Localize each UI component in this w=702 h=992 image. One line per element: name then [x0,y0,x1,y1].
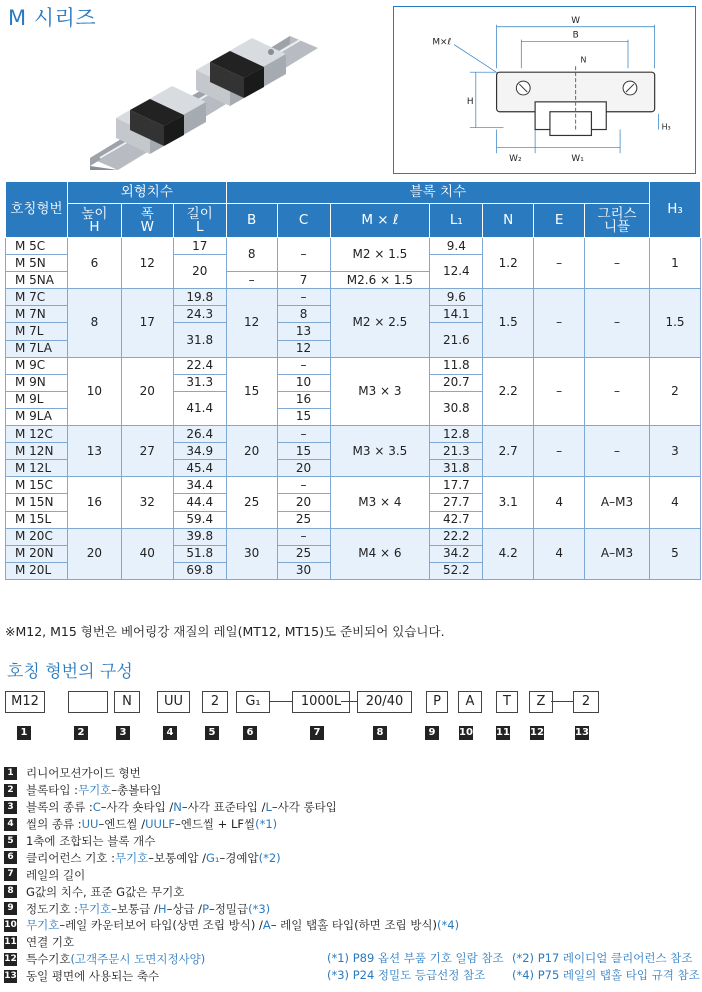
table-cell: 45.4 [173,460,226,477]
legend-text: 씰의 종류 : [26,817,82,832]
legend-number: 5 [4,835,17,848]
table-cell: M3 × 3 [330,357,430,425]
code-number-5: 5 [205,726,219,740]
table-cell: 34.9 [173,443,226,460]
table-cell: – [277,426,330,443]
table-cell: 51.8 [173,545,226,562]
table-cell: – [585,289,650,357]
code-dash [341,701,357,702]
product-image [86,30,322,170]
header-n: N [483,204,534,238]
legend-text: (*2) [258,850,281,865]
table-cell: 8 [226,238,277,272]
table-cell: 32 [121,477,173,528]
code-box-4: UU [157,691,190,713]
footnote: ※M12, M15 형번은 베어링강 재질의 레일(MT12, MT15)도 준비되어 있습니다. [5,624,445,639]
table-cell: M 12C [6,426,68,443]
legend-item [4,799,459,816]
table-cell: 8 [277,306,330,323]
header-length: 길이 L [173,204,226,238]
legend-number: 2 [4,784,17,797]
table-cell: M 20N [6,545,68,562]
table-cell: – [277,289,330,306]
table-cell: 20 [277,494,330,511]
legend-text: –엔드씰 / [98,817,146,832]
table-cell: 2.2 [483,357,534,425]
table-cell: – [277,357,330,374]
table-cell: M3 × 3.5 [330,426,430,477]
table-cell: M2 × 1.5 [330,238,430,272]
table-cell: A–M3 [585,528,650,579]
table-cell: 12.8 [430,426,483,443]
table-cell: 4 [649,477,700,528]
table-cell: 20 [277,460,330,477]
legend-item [4,866,459,883]
legend-text: UU [81,817,99,832]
code-number-2: 2 [74,726,88,740]
table-cell: 26.4 [173,426,226,443]
table-cell: M4 × 6 [330,528,430,579]
page-title: M 시리즈 [8,6,97,30]
table-cell: 20 [173,255,226,289]
table-cell: 4 [534,477,585,528]
header-c: C [277,204,330,238]
block-front [116,86,206,154]
header-block: 블록 치수 [226,182,649,204]
legend-text: A [262,918,271,933]
table-cell: 31.3 [173,374,226,391]
legend-text: 무기호 [26,918,60,933]
table-row [6,289,701,306]
table-cell: 30 [226,528,277,579]
table-cell: 10 [67,357,121,425]
table-cell: 16 [67,477,121,528]
code-number-4: 4 [163,726,177,740]
dim-w2-label: W₂ [509,154,522,165]
code-box-8: 20/40 [357,691,412,713]
table-cell: – [534,426,585,477]
legend-item [4,900,459,917]
table-cell: 3.1 [483,477,534,528]
header-b: B [226,204,277,238]
table-cell: 10 [277,374,330,391]
legend-number: 13 [4,970,17,981]
table-cell: 9.4 [430,238,483,255]
legend-item [4,765,459,782]
dim-mxl-label: M×ℓ [432,37,452,48]
table-cell: 34.2 [430,545,483,562]
legend-text: 블록의 종류 : [26,800,93,815]
table-cell: 1.5 [649,289,700,357]
table-cell: 9.6 [430,289,483,306]
legend-number: 1 [4,767,17,780]
dim-w1-label: W₁ [571,154,584,165]
legend-text: – 레일 탭홀 타입(하면 조립 방식) [270,918,438,933]
table-cell: 15 [277,408,330,425]
table-cell: 25 [277,511,330,528]
code-box-3: N [114,691,140,713]
header-model: 호칭형번 [6,182,68,238]
table-cell: M 7LA [6,340,68,357]
legend-text: 1축에 조합되는 블록 개수 [26,834,156,848]
code-box-13: 2 [573,691,599,713]
ref-2: (*2) P17 레이디얼 클리어런스 참조 [512,951,693,965]
legend-text: –상급 / [166,901,203,916]
dim-b-label: B [572,30,579,41]
dim-w-label: W [571,15,581,26]
table-cell: 2.7 [483,426,534,477]
table-cell: 40 [121,528,173,579]
table-cell: – [585,357,650,425]
legend-text: 블록타입 : [26,783,78,798]
table-cell: – [277,528,330,545]
table-cell: 3 [649,426,700,477]
legend-text: N [173,800,182,815]
header-mxl: M × ℓ [330,204,430,238]
table-cell: 15 [226,357,277,425]
legend-number: 11 [4,936,17,947]
ref-1: (*1) P89 옵션 부품 기호 일람 참조 [327,951,504,965]
table-cell: 30.8 [430,391,483,425]
legend-text: P [202,901,209,916]
table-cell: 5 [649,528,700,579]
legend-text: L [265,800,272,815]
table-cell: M 15L [6,511,68,528]
table-cell: M 12N [6,443,68,460]
block-rear [196,38,286,106]
legend-number: 8 [4,885,17,898]
table-cell: M 20L [6,562,68,579]
table-cell: M 9L [6,391,68,408]
code-number-9: 9 [425,726,439,740]
table-cell: 6 [67,238,121,289]
header-e: E [534,204,585,238]
legend-text: –레일 카운터보어 타입(상면 조립 방식) / [59,918,263,933]
code-number-13: 13 [575,727,589,738]
legend-number: 7 [4,868,17,881]
table-cell: 16 [277,391,330,408]
table-cell: M 7C [6,289,68,306]
table-cell: 69.8 [173,562,226,579]
legend-text: 무기호 [77,783,112,798]
header-grease: 그리스 니플 [585,204,650,238]
table-cell: 1.5 [483,289,534,357]
table-cell: 7 [277,272,330,289]
table-cell: 17 [173,238,226,255]
table-cell: 19.8 [173,289,226,306]
table-cell: – [585,238,650,289]
legend-number: 4 [4,818,17,831]
table-cell: A–M3 [585,477,650,528]
table-cell: M 20C [6,528,68,545]
table-cell: 25 [277,545,330,562]
legend-text: H [157,901,167,916]
table-cell: M3 × 4 [330,477,430,528]
table-cell: 2 [649,357,700,425]
table-cell: 22.2 [430,528,483,545]
table-cell: 31.8 [173,323,226,357]
table-cell: 30 [277,562,330,579]
table-cell: M 15N [6,494,68,511]
dim-h3-label: H₃ [661,122,671,132]
code-box-2 [68,691,108,713]
table-cell: 17.7 [430,477,483,494]
legend-text: –사각 표준타입 / [181,800,266,815]
code-dash [270,701,292,702]
code-number-6: 6 [243,726,257,740]
table-cell: M2 × 2.5 [330,289,430,357]
legend-text: 레일의 길이 [26,867,86,882]
table-cell: 44.4 [173,494,226,511]
legend-number: 3 [4,801,17,814]
legend-text: UULF [145,817,175,832]
legend-text: (*3) [248,901,271,916]
table-cell: 20.7 [430,374,483,391]
legend-text: –경예압 [219,850,259,865]
legend-text: 동일 평면에 사용되는 축수 [26,969,160,984]
dim-h-label: H [466,96,474,107]
code-number-12: 12 [530,727,544,738]
code-number-7: 7 [310,726,324,740]
code-box-12: Z [529,691,553,713]
legend-text: –정밀급 [209,901,249,916]
table-cell: M 9N [6,374,68,391]
section-title: 호칭 형번의 구성 [7,662,133,682]
code-number-11: 11 [496,727,510,738]
table-cell: 13 [67,426,121,477]
dim-n-label: N [580,55,587,65]
table-cell: 52.2 [430,562,483,579]
legend-text: –총볼타입 [111,783,162,798]
table-cell: M 5NA [6,272,68,289]
table-cell: M 9LA [6,408,68,425]
table-cell: M 9C [6,357,68,374]
table-cell: 42.7 [430,511,483,528]
table-cell: 12 [226,289,277,357]
code-number-10: 10 [459,727,473,738]
table-cell: 12.4 [430,255,483,289]
legend-text: 연결 기호 [26,935,75,950]
legend-number: 6 [4,851,17,864]
legend-item [4,833,459,850]
table-cell: 20 [67,528,121,579]
legend-number: 12 [4,953,17,964]
table-cell: 39.8 [173,528,226,545]
legend-text: –사각 롱타입 [271,800,337,815]
table-cell: M 15C [6,477,68,494]
legend-item [4,782,459,799]
table-cell: – [534,357,585,425]
table-cell: 14.1 [430,306,483,323]
table-cell: 27.7 [430,494,483,511]
table-row [6,238,701,255]
table-cell: 13 [277,323,330,340]
code-box-1: M12 [5,691,45,713]
code-box-11: T [496,691,518,713]
table-row [6,528,701,545]
legend-text: 정도기호 : [26,901,78,916]
table-cell: 15 [277,443,330,460]
code-box-10: A [458,691,482,713]
table-row [6,477,701,494]
table-cell: 20 [121,357,173,425]
code-dash [551,701,573,702]
legend-item [4,849,459,866]
header-height: 높이 H [67,204,121,238]
table-cell: 11.8 [430,357,483,374]
legend-text: –사각 숏타입 / [100,800,174,815]
legend-text: (*1) [255,817,278,832]
table-cell: 8 [67,289,121,357]
table-row [6,357,701,374]
code-number-3: 3 [116,726,130,740]
legend-item [4,917,459,934]
table-cell: M 7L [6,323,68,340]
table-cell: 21.3 [430,443,483,460]
legend-text: 무기호 [114,850,149,865]
table-cell: 31.8 [430,460,483,477]
table-cell: 12 [277,340,330,357]
table-cell: – [277,238,330,272]
table-cell: 27 [121,426,173,477]
legend-item [4,816,459,833]
table-cell: M 5C [6,238,68,255]
table-cell: 1 [649,238,700,289]
table-cell: 4.2 [483,528,534,579]
legend-text: –보통급 / [111,901,158,916]
table-cell: M 5N [6,255,68,272]
table-cell: – [534,238,585,289]
code-number-1: 1 [17,726,31,740]
legend-text: (*4) [437,918,460,933]
table-cell: M 7N [6,306,68,323]
table-cell: – [277,477,330,494]
header-width: 폭 W [121,204,173,238]
legend-text: G₁ [206,850,220,865]
table-cell: – [534,289,585,357]
table-cell: 25 [226,477,277,528]
legend-item [4,883,459,900]
table-cell: 22.4 [173,357,226,374]
ref-4: (*4) P75 레일의 탭홀 타입 규격 참조 [512,968,700,982]
code-box-7: 1000L [292,691,350,713]
table-cell: 34.4 [173,477,226,494]
ref-3: (*3) P24 정밀도 등급선정 참조 [327,968,486,982]
legend-text: 클리어런스 기호 : [26,850,115,865]
table-cell: 59.4 [173,511,226,528]
legend-text: –엔드씰 + LF씰 [174,817,256,832]
code-number-8: 8 [373,726,387,740]
header-l1: L₁ [430,204,483,238]
table-cell: 1.2 [483,238,534,289]
table-cell: – [585,426,650,477]
code-box-9: P [426,691,448,713]
table-cell: 21.6 [430,323,483,357]
legend-text: C [92,800,101,815]
legend-text: 특수기호 [26,952,71,967]
legend-number: 10 [4,919,17,930]
header-outer: 외형치수 [67,182,226,204]
code-box-5: 2 [202,691,228,713]
spec-table [5,181,701,580]
table-row [6,426,701,443]
table-cell: M2.6 × 1.5 [330,272,430,289]
legend-number: 9 [4,902,17,915]
header-h3: H₃ [649,182,700,238]
legend-text: G값의 치수, 표준 G값은 무기호 [26,884,185,899]
table-cell: 24.3 [173,306,226,323]
code-box-6: G₁ [236,691,270,713]
legend-text: 무기호 [77,901,112,916]
table-cell: 12 [121,238,173,289]
table-cell: M 12L [6,460,68,477]
table-cell: 4 [534,528,585,579]
legend-item [4,934,459,951]
table-cell: 17 [121,289,173,357]
dimension-drawing [393,6,696,174]
legend-text: –보통예압 / [148,850,206,865]
table-cell: – [226,272,277,289]
legend-text: (고객주문시 도면지정사양) [70,952,206,967]
legend-text: 리니어모션가이드 형번 [26,766,141,781]
table-cell: 20 [226,426,277,477]
table-cell: 41.4 [173,391,226,425]
